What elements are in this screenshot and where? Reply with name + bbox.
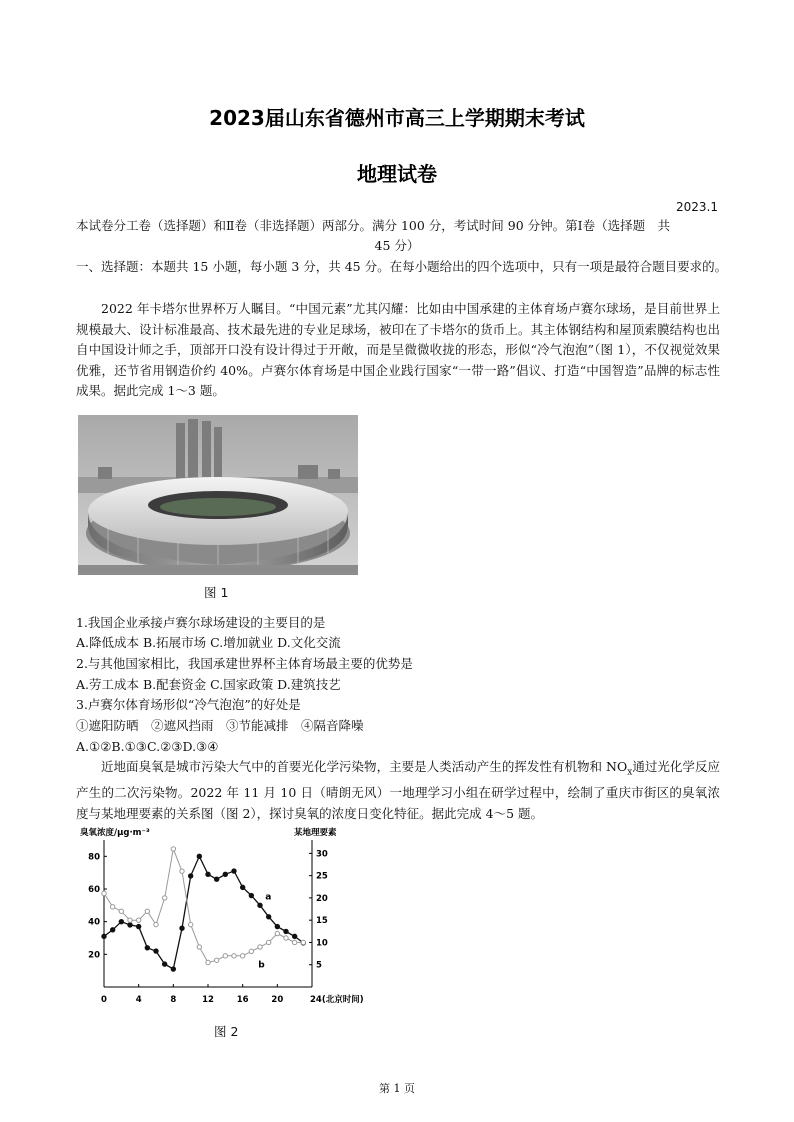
series-b-point bbox=[102, 891, 106, 895]
series-b-point bbox=[301, 940, 305, 944]
series-a-point bbox=[232, 869, 236, 873]
series-a-point bbox=[258, 903, 262, 907]
page-subtitle: 地理试卷 bbox=[357, 162, 437, 186]
chart-xtick-label: 16 bbox=[236, 995, 249, 1005]
series-b-point bbox=[154, 922, 158, 926]
question-1-stem: 1.我国企业承接卢赛尔球场建设的主要目的是 bbox=[76, 615, 326, 630]
series-a-point bbox=[162, 962, 166, 966]
chart-ytick-label-right: 20 bbox=[316, 893, 328, 904]
intro-line-1: 本试卷分工卷（选择题）和Ⅱ卷（非选择题）两部分。满分 100 分，考试时间 90 分钟。第Ⅰ卷（选择题 共 bbox=[76, 218, 671, 233]
series-a-point bbox=[171, 967, 175, 971]
chart-xtick-label: 8 bbox=[170, 995, 177, 1005]
series-b-point bbox=[232, 954, 236, 958]
section-heading: 一、选择题：本题共 15 小题，每小题 3 分，共 45 分。在每小题给出的四个选项中，只有一项是最符合题目要求的。 bbox=[76, 259, 728, 274]
series-a-point bbox=[284, 929, 288, 933]
ozone-chart bbox=[72, 822, 372, 1017]
intro-line-2: 45 分） bbox=[374, 238, 420, 253]
stadium-photo bbox=[78, 415, 358, 575]
series-b-point bbox=[119, 909, 123, 913]
chart-xtick-label: 20 bbox=[271, 995, 284, 1005]
series-a-point bbox=[154, 949, 158, 953]
chart-ytick-label-right: 30 bbox=[316, 849, 328, 860]
series-a-point bbox=[214, 877, 218, 881]
series-b-point bbox=[145, 909, 149, 913]
chart-xtick-label: 0 bbox=[101, 995, 107, 1005]
series-b-point bbox=[249, 949, 253, 953]
series-b-point bbox=[223, 954, 227, 958]
series-b-point bbox=[180, 869, 184, 873]
question-2-stem: 2.与其他国家相比，我国承建世界杯主体育场最主要的优势是 bbox=[76, 656, 413, 671]
question-3-options: A.①②B.①③C.②③D.③④ bbox=[76, 739, 219, 754]
page-title: 2023届山东省德州市高三上学期期末考试 bbox=[209, 106, 585, 130]
series-a-line bbox=[104, 856, 303, 969]
series-a-label: a bbox=[265, 892, 272, 903]
series-b-point bbox=[136, 918, 140, 922]
series-a-point bbox=[240, 885, 244, 889]
series-b-point bbox=[240, 954, 244, 958]
figure-2-caption: 图 2 bbox=[214, 1024, 239, 1039]
chart-ytick-label-left: 40 bbox=[88, 917, 100, 928]
chart-ytick-label-left: 60 bbox=[88, 885, 100, 895]
series-b-point bbox=[188, 922, 192, 926]
series-a-point bbox=[266, 915, 270, 919]
series-b-point bbox=[284, 936, 288, 940]
chart-ytick-label-right: 5 bbox=[316, 960, 322, 971]
series-a-point bbox=[145, 946, 149, 950]
chart-ylabel-right: 某地理要素 bbox=[294, 828, 337, 838]
series-a-point bbox=[110, 928, 114, 932]
series-a-point bbox=[188, 874, 192, 878]
chart-xtick-label: 12 bbox=[202, 995, 214, 1005]
chart-ytick-label-right: 10 bbox=[316, 938, 328, 949]
series-b-label: b bbox=[258, 960, 265, 971]
series-a-point bbox=[180, 926, 184, 930]
chart-xtick-label: 4 bbox=[135, 995, 142, 1005]
series-a-point bbox=[223, 872, 227, 876]
series-b-point bbox=[258, 945, 262, 949]
chart-ylabel-left: 臭氧浓度/μg·m⁻³ bbox=[80, 828, 150, 838]
chart-ytick-label-left: 80 bbox=[88, 852, 100, 863]
question-1-options: A.降低成本 B.拓展市场 C.增加就业 D.文化交流 bbox=[76, 635, 341, 650]
series-b-point bbox=[197, 945, 201, 949]
question-2-options: A.劳工成本 B.配套资金 C.国家政策 D.建筑技艺 bbox=[76, 677, 341, 692]
series-b-point bbox=[214, 958, 218, 962]
series-a-point bbox=[102, 934, 106, 938]
series-b-point bbox=[266, 940, 270, 944]
series-a-point bbox=[292, 934, 296, 938]
series-b-point bbox=[292, 940, 296, 944]
page-number: 第 1 页 bbox=[379, 1082, 415, 1095]
passage-2: 近地面臭氧是城市污染大气中的首要光化学污染物，主要是人类活动产生的挥发性有机物和 $NO_x$通过光化学反应产生的二次污染物。2022 年 11 月 10 日（晴朗无风）一地理学习小组在研学过程中，绘制了重庆市街区的臭氧浓度与某地理要素的关系图（图 2），探讨臭氧的浓度日变化特征。据此完成 4～5 题。 bbox=[76, 759, 720, 821]
series-a-point bbox=[197, 854, 201, 858]
series-b-point bbox=[110, 905, 114, 909]
series-b-point bbox=[206, 960, 210, 964]
exam-date: 2023.1 bbox=[676, 200, 718, 214]
series-a-point bbox=[249, 893, 253, 897]
series-b-point bbox=[275, 931, 279, 935]
question-3-stem: 3.卢赛尔体育场形似“冷气泡泡”的好处是 bbox=[76, 697, 301, 712]
chart-ytick-label-right: 15 bbox=[316, 916, 328, 927]
chart-ytick-label-left: 20 bbox=[88, 950, 100, 961]
figure-1-caption: 图 1 bbox=[204, 585, 229, 600]
series-b-point bbox=[162, 896, 166, 900]
series-a-point bbox=[119, 919, 123, 923]
passage-1: 2022 年卡塔尔世界杯万人瞩目。“中国元素”尤其闪耀：比如由中国承建的主体育场卢赛尔球场，是目前世界上规模最大、设计标准最高、技术最先进的专业足球场，被印在了卡塔尔的货币上。其主体钢结构和屋顶索膜结构也出自中国设计师之手，顶部开口没有设计得过于开敞，而是呈微微收拢的形态，形似“冷气泡泡”（图 1），不仅视觉效果优雅，还节省用钢造价约 40%。卢赛尔体育场是中国企业践行国家“一带一路”倡议、打造“中国智造”品牌的标志性成果。据此完成 1～3 题。 bbox=[76, 301, 720, 398]
series-b-point bbox=[128, 918, 132, 922]
series-a-point bbox=[206, 872, 210, 876]
chart-xlabel: 24(北京时间) bbox=[310, 995, 364, 1005]
series-a-point bbox=[136, 924, 140, 928]
series-a-point bbox=[275, 924, 279, 928]
series-a-point bbox=[128, 923, 132, 927]
question-3-items: ①遮阳防晒 ②遮风挡雨 ③节能减排 ④隔音降噪 bbox=[76, 718, 364, 733]
series-b-point bbox=[171, 847, 175, 851]
chart-ytick-label-right: 25 bbox=[316, 871, 328, 882]
